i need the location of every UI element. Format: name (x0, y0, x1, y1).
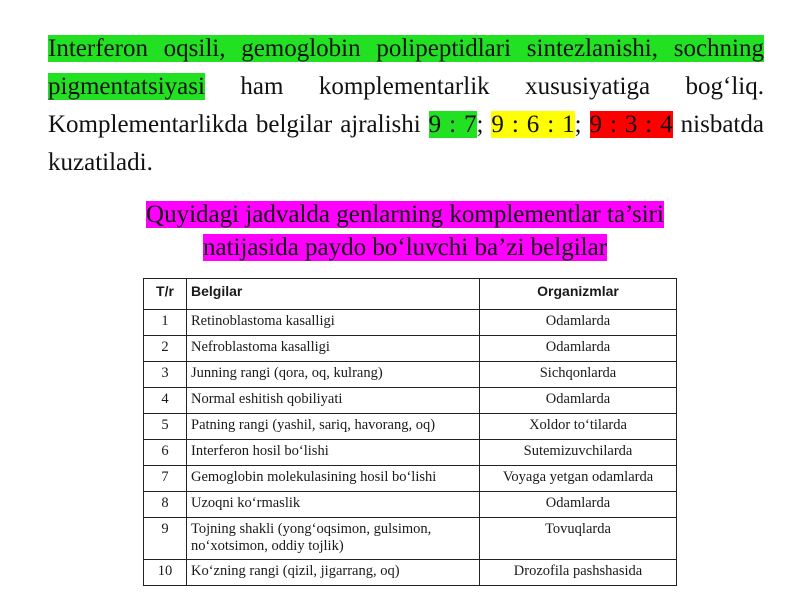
row-number: 3 (144, 362, 187, 388)
row-trait: Patning rangi (yashil, sariq, havorang, oq) (187, 414, 480, 440)
table-heading-line-1: Quyidagi jadvalda genlarning komplementlar ta’siri (146, 201, 664, 228)
paragraph-text: ham komplementarlik xususiyatiga bog‘liq. Komplementarlikda belgilar ajralishi (48, 73, 764, 138)
ratio-separator: ; (476, 111, 492, 138)
row-organism: Voyaga yetgan odamlarda (480, 466, 677, 492)
row-number: 2 (144, 336, 187, 362)
row-trait: Uzoqni ko‘rmaslik (187, 492, 480, 518)
header-number: T/r (144, 279, 187, 310)
traits-table-wrapper (143, 278, 677, 586)
row-organism: Xoldor to‘tilarda (480, 414, 677, 440)
row-trait: Nefroblastoma kasalligi (187, 336, 480, 362)
row-number: 8 (144, 492, 187, 518)
row-organism: Drozofila pashshasida (480, 560, 677, 586)
table-row (144, 388, 677, 414)
table-row (144, 310, 677, 336)
table-row (144, 440, 677, 466)
intro-paragraph (48, 30, 764, 182)
table-heading (60, 198, 750, 264)
row-number: 10 (144, 560, 187, 586)
table-row (144, 518, 677, 560)
table-row (144, 466, 677, 492)
paragraph-text-end: nisbatda kuzatiladi. (48, 111, 764, 176)
table-row (144, 492, 677, 518)
row-number: 4 (144, 388, 187, 414)
table-body (144, 310, 677, 586)
row-organism: Odamlarda (480, 310, 677, 336)
row-organism: Tovuqlarda (480, 518, 677, 560)
table-row (144, 560, 677, 586)
table-row (144, 336, 677, 362)
row-trait: Junning rangi (qora, oq, kulrang) (187, 362, 480, 388)
ratio-separator: ; (574, 111, 590, 138)
row-number: 1 (144, 310, 187, 336)
row-organism: Odamlarda (480, 336, 677, 362)
table-row (144, 414, 677, 440)
table-header-row (144, 279, 677, 310)
row-organism: Sutemizuvchilarda (480, 440, 677, 466)
table-heading-line-2: natijasida paydo bo‘luvchi ba’zi belgilar (202, 234, 608, 261)
row-trait: Retinoblastoma kasalligi (187, 310, 480, 336)
row-trait: Normal eshitish qobiliyati (187, 388, 480, 414)
row-trait: Tojning shakli (yong‘oqsimon, gulsimon, no‘xotsimon, oddiy tojlik) (187, 518, 480, 560)
highlight-green-text: Interferon oqsili, gemoglobin polipeptidlari sintezlanishi, sochning pigmentatsiyasi (48, 35, 764, 100)
row-number: 6 (144, 440, 187, 466)
row-organism: Sichqonlarda (480, 362, 677, 388)
header-organisms: Organizmlar (480, 279, 677, 310)
row-number: 9 (144, 518, 187, 560)
row-trait: Interferon hosil bo‘lishi (187, 440, 480, 466)
row-number: 5 (144, 414, 187, 440)
header-traits: Belgilar (187, 279, 480, 310)
ratio-9-7: 9 : 7 (428, 111, 477, 138)
ratio-9-3-4: 9 : 3 : 4 (589, 111, 673, 138)
ratio-9-6-1: 9 : 6 : 1 (491, 111, 575, 138)
row-organism: Odamlarda (480, 492, 677, 518)
row-trait: Gemoglobin molekulasining hosil bo‘lishi (187, 466, 480, 492)
row-trait: Ko‘zning rangi (qizil, jigarrang, oq) (187, 560, 480, 586)
row-organism: Odamlarda (480, 388, 677, 414)
table-row (144, 362, 677, 388)
traits-table (143, 278, 677, 586)
row-number: 7 (144, 466, 187, 492)
